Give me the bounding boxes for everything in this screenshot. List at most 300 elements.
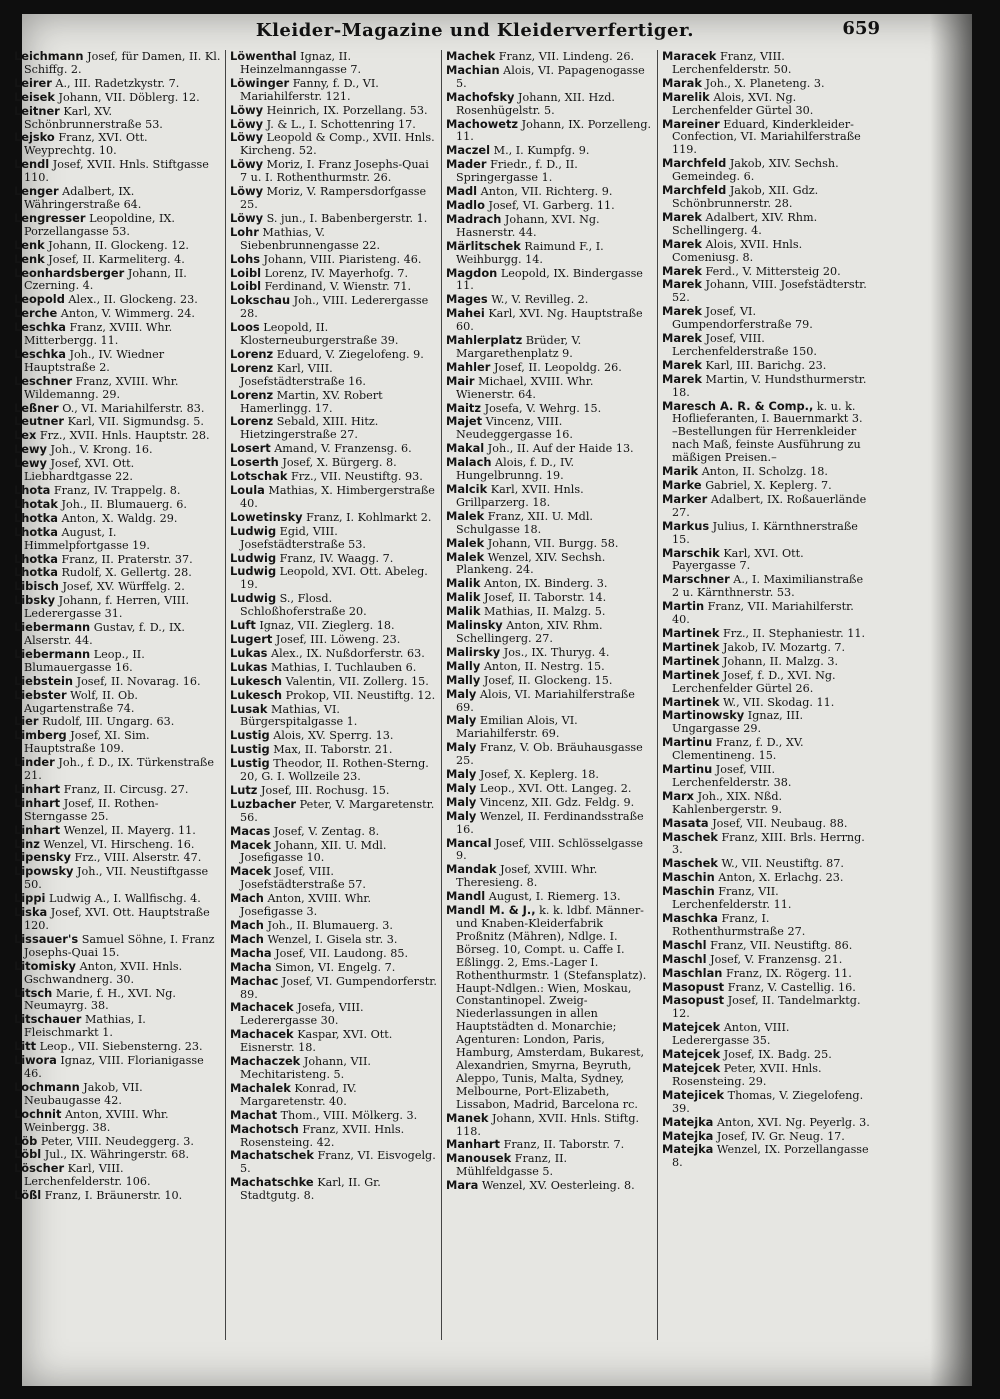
directory-entry <box>230 267 437 281</box>
directory-entry <box>14 689 221 716</box>
entry-details: Franz, IV. Trappelg. 8. <box>53 484 181 497</box>
entry-details: Johann, II. Czerning. 4. <box>24 266 187 293</box>
entry-details: Franz, V. Ob. Bräuhausgasse 25. <box>456 741 643 768</box>
entry-details: Josef, XVIII. Whr. Theresieng. 8. <box>456 863 598 890</box>
entry-name: Leisek <box>14 89 55 104</box>
entry-details: Amand, V. Franzensg. 6. <box>274 442 412 456</box>
entry-details: Samuel Söhne, I. Franz Josephs-Quai 15. <box>24 932 215 959</box>
directory-entry <box>662 1143 870 1170</box>
directory-entry <box>662 50 870 77</box>
directory-entry <box>446 199 653 213</box>
entry-name: Maracek <box>662 50 717 63</box>
entry-details: Lorenz, IV. Mayerhofg. 7. <box>264 266 409 280</box>
entry-details: Johann, XVII. Hnls. Stiftg. 118. <box>456 1111 640 1138</box>
entry-details: Karl, III. Barichg. 23. <box>705 358 827 372</box>
directory-entry <box>446 796 653 810</box>
directory-entry <box>446 551 653 578</box>
entry-details: Johann, VIII. Piaristeng. 46. <box>263 252 422 266</box>
entry-details: Josef, VI. Garberg. 11. <box>488 198 615 212</box>
directory-entry <box>662 763 870 790</box>
directory-entry <box>14 892 221 906</box>
entry-name: Lhotka <box>14 510 58 525</box>
entry-name: Matejcek <box>662 1020 721 1035</box>
entry-details: Josef, II. Novarag. 16. <box>76 674 201 688</box>
directory-entry <box>14 212 221 239</box>
entry-details: Ignaz, VIII. Florianigasse 46. <box>24 1054 204 1080</box>
directory-entry <box>446 267 653 294</box>
directory-entry <box>662 709 870 736</box>
entry-details: Raimund F., I. Weihburgg. 14. <box>456 239 604 266</box>
entry-details: Thomas, V. Ziegelofeng. 39. <box>672 1088 864 1115</box>
entry-name: Lier <box>14 714 39 729</box>
entry-details: Franz, II. Mühlfeldgasse 5. <box>456 1152 568 1179</box>
entry-details: Mathias, I. Tuchlauben 6. <box>270 660 417 674</box>
entry-name: Maschka <box>662 911 718 925</box>
entry-details: Anton, VIII. Lederergasse 35. <box>672 1021 790 1048</box>
entry-name: Mach <box>230 891 264 906</box>
entry-details: Franz, XVI. Ott. Weyprechtg. 10. <box>24 131 148 158</box>
directory-columns <box>10 50 890 1340</box>
entry-details: Jakob, IV. Mozartg. 7. <box>722 640 846 654</box>
entry-details: Josef, V. Zentag. 8. <box>273 824 380 838</box>
entry-details: Moriz, V. Rampersdorfgasse 25. <box>240 185 427 211</box>
entry-details: Friedr., f. D., II. Springergasse 1. <box>456 158 578 185</box>
directory-entry <box>230 470 437 484</box>
entry-details: Marie, f. H., XVI. Ng. Neumayrg. 38. <box>24 986 176 1013</box>
directory-entry <box>662 1116 870 1130</box>
entry-details: Johann, II. Glockeng. 12. <box>48 238 189 252</box>
entry-details: Josefa, V. Wehrg. 15. <box>484 401 602 415</box>
entry-name: Marek <box>662 371 702 386</box>
directory-entry <box>14 1162 221 1189</box>
directory-entry <box>446 64 653 91</box>
entry-name: Mages <box>446 292 488 307</box>
entry-details: Mathias, II. Malzg. 5. <box>483 605 606 619</box>
directory-entry <box>230 1123 437 1150</box>
entry-details: Anton, XVI. Ng. Peyerlg. 3. <box>716 1115 870 1129</box>
entry-details: Jul., IX. Währingerstr. 68. <box>44 1148 190 1162</box>
directory-entry <box>230 784 437 798</box>
entry-name: Libisch <box>14 579 59 594</box>
entry-details: Karl, XVI. Ott. Payergasse 7. <box>672 546 804 573</box>
entry-details: Josef, VII. Laudong. 85. <box>275 946 409 960</box>
entry-name: Marek <box>662 236 702 251</box>
directory-entry <box>14 131 221 158</box>
entry-name: Maly <box>446 686 477 701</box>
entry-details: Johann, VII. Döblerg. 12. <box>58 90 200 104</box>
entry-name: Macha <box>230 945 272 960</box>
entry-details: Franz, VII. Lindeng. 26. <box>498 50 635 63</box>
entry-name: Linhart <box>14 781 61 796</box>
entry-name: Linhart <box>14 822 61 837</box>
entry-details: Franz, VI. Eisvogelg. 5. <box>240 1149 436 1176</box>
entry-details: Wolf, II. Ob. Augartenstraße 74. <box>24 688 138 715</box>
entry-details: Rudolf, X. Gellertg. 28. <box>61 566 192 580</box>
entry-details: Johann, XII. U. Mdl. Josefigasse 10. <box>240 838 387 865</box>
entry-name: Matejicek <box>662 1087 725 1102</box>
entry-name: Lukesch <box>230 687 283 702</box>
directory-entry <box>446 307 653 334</box>
entry-name: Lendl <box>14 157 50 172</box>
entry-details: Josef, XV. Würffelg. 2. <box>62 580 185 594</box>
entry-name: Madlo <box>446 197 485 212</box>
entry-name: Luft <box>230 618 256 633</box>
directory-entry <box>662 332 870 359</box>
entry-details: A., III. Radetzkystr. 7. <box>55 76 180 90</box>
entry-details: Leopoldine, IX. Porzellangasse 53. <box>24 211 175 238</box>
directory-entry <box>662 91 870 118</box>
entry-name: Litschauer <box>14 1012 82 1027</box>
directory-entry <box>14 429 221 443</box>
entry-name: Marak <box>662 75 702 90</box>
directory-entry <box>14 824 221 838</box>
column-1 <box>10 50 226 1340</box>
directory-entry <box>662 817 870 831</box>
entry-name: Lowetinsky <box>230 509 303 524</box>
entry-details: Alois, XVII. Hnls. Comeniusg. 8. <box>672 237 803 264</box>
entry-details: Franz, VII. Lerchenfelderstr. 11. <box>672 885 792 912</box>
entry-details: Max, II. Taborstr. 21. <box>273 743 393 757</box>
entry-name: Lhotka <box>14 524 58 539</box>
entry-name: Leßner <box>14 400 59 415</box>
entry-name: Liebstein <box>14 673 74 688</box>
entry-details: S., Flosd. Schloßhoferstraße 20. <box>240 592 367 619</box>
entry-name: Leschner <box>14 373 73 388</box>
entry-name: Lößl <box>14 1188 42 1203</box>
directory-entry <box>662 479 870 493</box>
entry-name: Lokschau <box>230 293 291 308</box>
entry-details: Gustav, f. D., IX. Alserstr. 44. <box>24 621 185 647</box>
directory-entry <box>230 647 437 661</box>
directory-entry <box>230 511 437 525</box>
entry-details: Josef, X. Bürgerg. 8. <box>282 456 397 470</box>
directory-entry <box>230 158 437 185</box>
entry-details: Ignaz, II. Heinzelmanngasse 7. <box>240 50 362 76</box>
directory-entry <box>14 457 221 484</box>
entry-name: Lustig <box>230 742 270 757</box>
entry-name: Marx <box>662 788 694 803</box>
entry-name: Maczel <box>446 143 491 158</box>
entry-details: Jakob, VII. Neubaugasse 42. <box>24 1080 143 1107</box>
entry-name: Matejcek <box>662 1047 721 1062</box>
entry-name: Lugert <box>230 631 273 646</box>
directory-entry <box>446 605 653 619</box>
entry-details: Wenzel, II. Mayerg. 11. <box>63 823 196 837</box>
entry-name: Malik <box>446 576 481 591</box>
directory-entry <box>230 456 437 470</box>
entry-details: Theodor, II. Rothen-Sterng. 20, G. I. Wollzeile 23. <box>240 757 429 784</box>
directory-entry <box>14 960 221 987</box>
directory-entry <box>662 1021 870 1048</box>
entry-name: Lejsko <box>14 130 55 145</box>
directory-entry <box>230 933 437 947</box>
directory-entry <box>446 185 653 199</box>
entry-details: Anton, XVII. Hnls. Gschwandnerg. 30. <box>24 959 183 986</box>
entry-name: Löbl <box>14 1147 42 1162</box>
entry-details: Ferd., V. Mittersteig 20. <box>705 264 841 278</box>
directory-entry <box>14 307 221 321</box>
directory-entry <box>14 621 221 648</box>
directory-entry <box>230 1055 437 1082</box>
entry-details: Brüder, V. Margarethenplatz 9. <box>456 334 582 360</box>
entry-details: Frz., XVII. Hnls. Hauptstr. 28. <box>39 429 210 443</box>
entry-name: Martinek <box>662 694 720 709</box>
entry-name: Litsch <box>14 985 53 1000</box>
entry-details: Joh., XIX. Nßd. Kahlenbergerstr. 9. <box>672 789 783 816</box>
entry-name: Machat <box>230 1107 278 1122</box>
entry-name: Lex <box>14 428 37 443</box>
entry-details: Wenzel, I. Gisela str. 3. <box>267 932 398 946</box>
entry-details: August, I. Himmelpfortgasse 19. <box>24 525 150 552</box>
entry-name: Lukas <box>230 645 268 660</box>
entry-details: Peter, VIII. Neudeggerg. 3. <box>40 1134 194 1148</box>
entry-name: Marek <box>662 304 702 319</box>
entry-name: Loibl <box>230 265 262 280</box>
entry-details: Anton, IX. Binderg. 3. <box>483 577 608 591</box>
entry-name: Lusak <box>230 701 268 716</box>
entry-name: Macha <box>230 959 272 974</box>
entry-name: Marik <box>662 464 699 479</box>
entry-name: Marker <box>662 491 708 506</box>
directory-entry <box>230 1149 437 1176</box>
entry-details: Josef, II. Tandelmarktg. 12. <box>672 994 861 1021</box>
directory-entry <box>14 321 221 348</box>
entry-name: Maly <box>446 740 477 755</box>
entry-name: Löwy <box>230 157 264 172</box>
entry-details: Franz, XVIII. Whr. Wildemanng. 29. <box>24 374 179 401</box>
entry-name: Mally <box>446 672 481 687</box>
entry-details: Josef, X. Keplerg. 18. <box>479 768 599 782</box>
directory-entry <box>14 415 221 429</box>
directory-entry <box>446 334 653 361</box>
directory-entry <box>662 1062 870 1089</box>
entry-details: Kaspar, XVI. Ott. Eisnerstr. 18. <box>240 1028 393 1055</box>
entry-details: Anton, XIV. Rhm. Schellingerg. 27. <box>456 619 603 645</box>
entry-name: Lewy <box>14 456 47 471</box>
directory-entry <box>662 1089 870 1116</box>
directory-entry <box>662 305 870 332</box>
entry-details: Leopold, II. Klosterneuburgerstraße 39. <box>240 321 399 348</box>
entry-details: Franz, IX. Rögerg. 11. <box>725 966 852 980</box>
entry-details: Franz, XVII. Hnls. Rosensteing. 42. <box>240 1122 405 1149</box>
directory-entry <box>14 1108 221 1135</box>
entry-details: Karl, VII. Sigmundsg. 5. <box>67 415 204 429</box>
directory-entry <box>230 294 437 321</box>
entry-details: Johann, f. Herren, VIII. Lederergasse 31. <box>24 594 190 621</box>
directory-entry <box>14 443 221 457</box>
entry-details: Franz, IV. Waagg. 7. <box>279 551 394 565</box>
directory-entry <box>662 831 870 858</box>
entry-details: Eduard, V. Ziegelofeng. 9. <box>276 347 424 361</box>
entry-name: Malek <box>446 535 485 550</box>
directory-entry <box>230 619 437 633</box>
entry-name: Lochnit <box>14 1106 62 1121</box>
directory-entry <box>14 1135 221 1149</box>
directory-entry <box>14 50 221 77</box>
entry-details: M., I. Kumpfg. 9. <box>493 144 590 158</box>
directory-entry <box>14 267 221 294</box>
directory-entry <box>446 50 653 64</box>
entry-name: Malek <box>446 508 485 523</box>
entry-details: Alois, XV. Sperrg. 13. <box>273 729 394 743</box>
directory-entry <box>446 863 653 890</box>
entry-name: Manhart <box>446 1137 500 1152</box>
page-gutter-shadow <box>930 14 972 1386</box>
entry-name: Liwora <box>14 1053 57 1068</box>
entry-name: Märlitschek <box>446 238 521 253</box>
directory-entry <box>230 743 437 757</box>
directory-entry <box>230 703 437 730</box>
directory-entry <box>14 253 221 267</box>
entry-details: Mathias, V. Siebenbrunnengasse 22. <box>240 225 381 252</box>
entry-name: Ludwig <box>230 550 277 565</box>
entry-name: Lenk <box>14 237 45 252</box>
entry-details: Johann, XVI. Ng. Hasnerstr. 44. <box>456 212 600 239</box>
entry-name: Luzbacher <box>230 796 297 811</box>
entry-details: Franz, II. Praterstr. 37. <box>61 552 193 566</box>
entry-name: Marelik <box>662 89 710 104</box>
entry-name: Lorenz <box>230 360 274 375</box>
directory-entry <box>662 400 870 466</box>
entry-name: Leschka <box>14 320 66 335</box>
entry-name: Majet <box>446 414 483 429</box>
entry-name: Lustig <box>230 756 270 771</box>
directory-entry <box>230 798 437 825</box>
entry-name: Mareiner <box>662 116 720 131</box>
entry-details: Josef, für Damen, II. Kl. Schiffg. 2. <box>24 50 221 76</box>
entry-details: Michael, XVIII. Whr. Wienerstr. 64. <box>456 374 594 401</box>
entry-name: Löwy <box>230 210 264 225</box>
entry-details: Anton, XVIII. Whr. Weinbergg. 38. <box>24 1107 169 1134</box>
directory-entry <box>14 553 221 567</box>
directory-entry <box>230 253 437 267</box>
entry-name: Maly <box>446 780 477 795</box>
entry-details: Mathias, X. Himbergerstraße 40. <box>240 484 435 510</box>
directory-entry <box>230 484 437 511</box>
directory-entry <box>662 359 870 373</box>
entry-name: Löscher <box>14 1161 65 1176</box>
entry-name: Löwy <box>230 116 264 131</box>
entry-details: Prokop, VII. Neustiftg. 12. <box>285 688 436 702</box>
directory-entry <box>446 144 653 158</box>
entry-name: Loula <box>230 483 265 497</box>
directory-entry <box>14 158 221 185</box>
entry-details: W., VII. Neustiftg. 87. <box>721 857 844 871</box>
directory-entry <box>446 293 653 307</box>
directory-entry <box>446 361 653 375</box>
entry-details: Alex., II. Glockeng. 23. <box>68 293 198 307</box>
entry-details: Franz, XII. U. Mdl. Schulgasse 18. <box>456 509 593 536</box>
directory-entry <box>446 768 653 782</box>
entry-name: Leitner <box>14 103 60 118</box>
directory-entry <box>14 783 221 797</box>
directory-entry <box>446 375 653 402</box>
entry-name: Manousek <box>446 1151 512 1166</box>
directory-entry <box>14 729 221 756</box>
entry-details: August, I. Riemerg. 13. <box>488 890 621 904</box>
directory-entry <box>14 402 221 416</box>
entry-details: Anton, VII. Richterg. 9. <box>480 185 613 199</box>
entry-details: Joh., f. D., IX. Türkenstraße 21. <box>24 756 214 783</box>
entry-details: Franz, XVIII. Whr. Mitterbergg. 11. <box>24 321 173 348</box>
entry-name: Malik <box>446 604 481 619</box>
directory-entry <box>230 321 437 348</box>
entry-details: Ludwig A., I. Wallfischg. 4. <box>48 892 201 906</box>
entry-name: Lewy <box>14 442 47 457</box>
entry-name: Machalek <box>230 1080 291 1095</box>
entry-details: J. & L., I. Schottenring 17. <box>266 117 416 131</box>
entry-details: Johann, VII. Mechitaristeng. 5. <box>240 1055 371 1081</box>
directory-entry <box>662 790 870 817</box>
entry-name: Loos <box>230 320 260 335</box>
entry-name: Lohr <box>230 224 259 239</box>
entry-name: Lorenz <box>230 387 274 402</box>
directory-entry <box>446 741 653 768</box>
entry-name: Martin <box>662 599 705 614</box>
entry-details: Josef, VII. Neubaug. 88. <box>712 816 848 830</box>
directory-entry <box>14 1040 221 1054</box>
directory-entry <box>662 669 870 696</box>
entry-name: Madl <box>446 184 478 199</box>
entry-name: Marke <box>662 478 702 492</box>
directory-entry <box>230 118 437 132</box>
directory-entry <box>662 157 870 184</box>
entry-details: Heinrich, IX. Porzellang. 53. <box>266 103 428 117</box>
entry-name: Machek <box>446 50 496 63</box>
entry-name: Mara <box>446 1178 479 1193</box>
entry-details: Josef, VIII. Josefstädterstraße 57. <box>240 865 366 892</box>
entry-name: Ludwig <box>230 591 277 606</box>
entry-name: Machofsky <box>446 89 515 104</box>
directory-entry <box>14 77 221 91</box>
directory-entry <box>230 1028 437 1055</box>
directory-entry <box>14 675 221 689</box>
entry-name: Malach <box>446 455 492 470</box>
entry-name: Mancal <box>446 835 492 850</box>
directory-entry <box>662 871 870 885</box>
entry-details: Franz, f. D., XV. Clementineng. 15. <box>672 736 804 763</box>
directory-entry <box>14 348 221 375</box>
entry-details: Leopold & Comp., XVII. Hnls. Kircheng. 52. <box>240 131 435 158</box>
directory-entry <box>14 838 221 852</box>
entry-name: Lippi <box>14 891 46 906</box>
entry-details: Alex., IX. Nußdorferstr. 63. <box>270 646 425 660</box>
entry-details: Josef, II. Glockeng. 15. <box>483 673 613 687</box>
entry-details: Joh., VII. Neustiftgasse 50. <box>24 865 209 892</box>
entry-name: Maly <box>446 794 477 809</box>
entry-name: Löb <box>14 1133 38 1148</box>
entry-details: A., I. Maximilianstraße 2 u. Kärnthnerstr. 53. <box>672 573 864 600</box>
directory-entry <box>14 756 221 783</box>
directory-entry <box>230 442 437 456</box>
entry-name: Mandl M. & J., <box>446 903 536 918</box>
directory-entry <box>14 498 221 512</box>
directory-entry <box>14 906 221 933</box>
entry-details: Joh., X. Planeteng. 3. <box>705 76 825 90</box>
entry-details: Franz, XIII. Brls. Herrng. 3. <box>672 830 865 857</box>
entry-name: Leirer <box>14 75 52 90</box>
entry-name: Marek <box>662 357 702 372</box>
entry-name: Maly <box>446 767 477 782</box>
entry-details: Mathias, I. Fleischmarkt 1. <box>24 1013 146 1040</box>
directory-entry <box>230 633 437 647</box>
directory-entry <box>446 415 653 442</box>
entry-name: Limberg <box>14 728 67 743</box>
entry-details: Moriz, I. Franz Josephs-Quai 7 u. I. Rothenthurmstr. 26. <box>240 158 429 185</box>
entry-details: Ignaz, III. Ungargasse 29. <box>672 709 804 736</box>
entry-name: Lengresser <box>14 210 86 225</box>
entry-name: Maly <box>446 713 477 728</box>
